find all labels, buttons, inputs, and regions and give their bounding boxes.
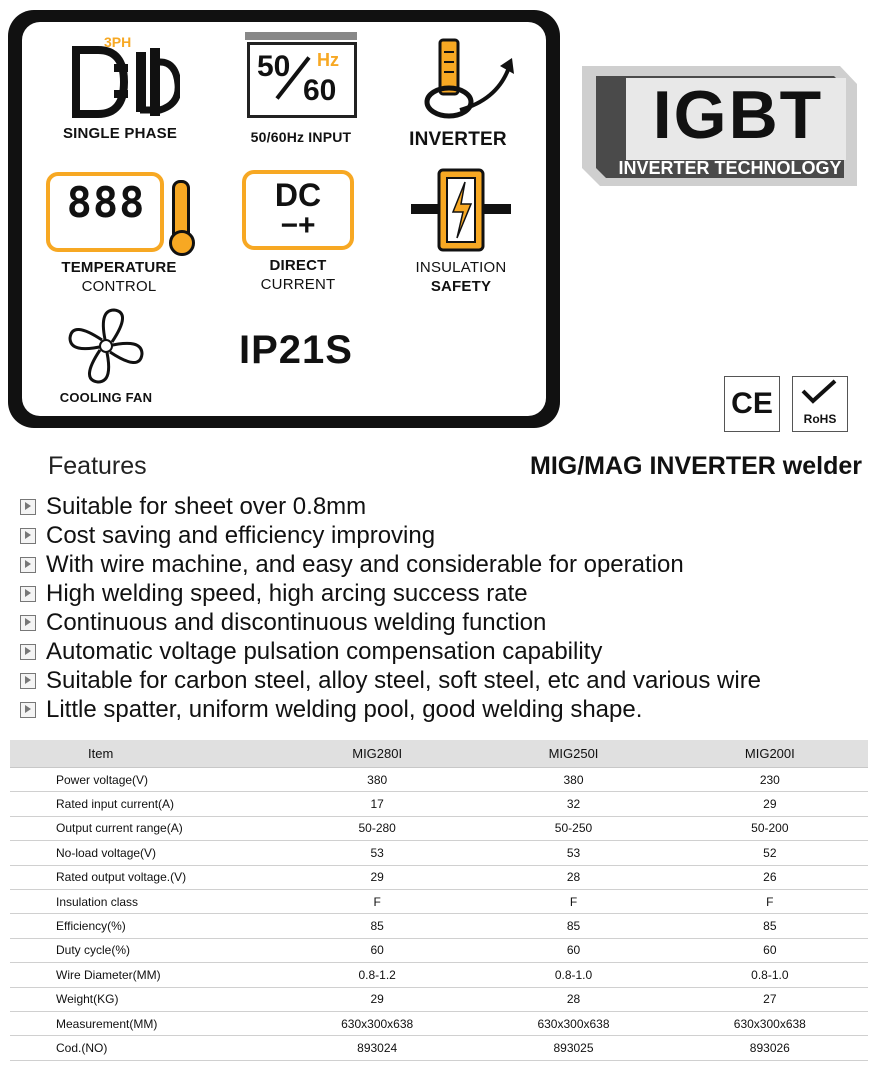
table-cell-value: 630x300x638 [672,1011,868,1035]
features-title: Features [48,452,147,480]
table-cell-value: 85 [475,914,671,938]
inverter-label: INVERTER [409,129,507,150]
table-cell-value: 29 [672,792,868,816]
bullet-icon [20,702,36,718]
temperature-label-2: CONTROL [81,278,157,295]
table-cell-value: 60 [475,938,671,962]
table-cell-label: No-load voltage(V) [10,841,279,865]
input-value-bottom: 60 [303,74,337,107]
bullet-icon [20,499,36,515]
table-cell-value: 60 [672,938,868,962]
dc-icon [242,170,354,250]
badge-input [238,32,364,147]
table-cell-label: Measurement(MM) [10,1011,279,1035]
bullet-icon [20,557,36,573]
table-row [10,865,868,889]
feature-item: Continuous and discontinuous welding function [20,608,761,637]
badge-insulation [402,168,520,296]
igbt-subtitle: INVERTER TECHNOLOGY [618,158,842,178]
spec-table-body [10,768,868,1061]
table-cell-value: 893025 [475,1036,671,1060]
plug-icon [60,42,180,122]
table-row [10,768,868,792]
header-model: MIG280I [279,740,475,768]
insulation-icon [411,168,511,252]
table-row [10,1036,868,1060]
table-cell-label: Weight(KG) [10,987,279,1011]
igbt-title: IGBT [652,77,824,153]
dc-symbols: −+ [280,209,316,242]
bullet-icon [20,586,36,602]
table-cell-value: 50-250 [475,816,671,840]
three-phase-label: 3PH [104,34,132,50]
dc-label-1: DIRECT [269,257,327,274]
feature-item: With wire machine, and easy and considerable for operation [20,550,761,579]
feature-item: Suitable for sheet over 0.8mm [20,492,761,521]
table-cell-value: 893024 [279,1036,475,1060]
table-cell-value: 630x300x638 [475,1011,671,1035]
header-model: MIG200I [672,740,868,768]
badge-cooling-fan [50,306,162,407]
rohs-check-icon [793,377,847,407]
table-cell-value: 53 [475,841,671,865]
dc-label-2: CURRENT [260,276,336,293]
table-cell-value: 60 [279,938,475,962]
badge-direct-current [238,170,358,294]
cooling-fan-label: COOLING FAN [59,390,153,405]
table-cell-value: 50-200 [672,816,868,840]
feature-item: Cost saving and efficiency improving [20,521,761,550]
input-label: 50/60Hz INPUT [250,129,352,145]
table-cell-label: Insulation class [10,889,279,913]
table-cell-value: 32 [475,792,671,816]
table-cell-label: Duty cycle(%) [10,938,279,962]
single-phase-label: SINGLE PHASE [62,125,178,142]
table-cell-value: F [475,889,671,913]
product-title: MIG/MAG INVERTER welder [530,452,862,480]
table-row [10,987,868,1011]
table-cell-value: F [672,889,868,913]
input-hz: Hz [317,50,339,70]
table-row [10,963,868,987]
table-cell-value: 50-280 [279,816,475,840]
table-cell-label: Rated input current(A) [10,792,279,816]
feature-item: Little spatter, uniform welding pool, good welding shape. [20,695,761,724]
table-cell-value: 28 [475,987,671,1011]
table-row [10,889,868,913]
table-cell-value: 0.8-1.0 [672,963,868,987]
table-cell-value: 53 [279,841,475,865]
table-row [10,816,868,840]
table-cell-label: Efficiency(%) [10,914,279,938]
table-header-row [10,740,868,768]
spec-table [10,740,868,1061]
bullet-icon [20,615,36,631]
table-cell-value: 27 [672,987,868,1011]
input-value-top: 50 [257,50,291,83]
ce-mark [724,376,780,432]
feature-item: Automatic voltage pulsation compensation capability [20,637,761,666]
table-cell-value: 230 [672,768,868,792]
feature-item: High welding speed, high arcing success rate [20,579,761,608]
table-cell-value: 26 [672,865,868,889]
temperature-icon [44,172,194,252]
table-cell-value: 52 [672,841,868,865]
header-item: Item [10,740,279,768]
table-cell-value: 85 [672,914,868,938]
bullet-icon [20,528,36,544]
table-cell-value: 893026 [672,1036,868,1060]
table-cell-value: 29 [279,865,475,889]
rohs-mark [792,376,848,432]
ip-rating: IP21S [239,328,353,372]
table-row [10,792,868,816]
table-cell-value: F [279,889,475,913]
table-cell-label: Output current range(A) [10,816,279,840]
bullet-icon [20,673,36,689]
table-cell-label: Power voltage(V) [10,768,279,792]
dc-glyph: DC [274,177,322,213]
table-cell-value: 28 [475,865,671,889]
table-row [10,938,868,962]
table-cell-value: 630x300x638 [279,1011,475,1035]
header-model: MIG250I [475,740,671,768]
badge-temperature [44,172,194,296]
table-row [10,841,868,865]
table-cell-label: Cod.(NO) [10,1036,279,1060]
features-list [20,492,761,724]
temperature-label-1: TEMPERATURE [61,259,177,276]
insulation-label-2: SAFETY [430,278,492,295]
bullet-icon [20,644,36,660]
table-cell-value: 380 [279,768,475,792]
badge-inverter [392,36,524,149]
inverter-icon [398,36,518,124]
rohs-label: RoHS [803,412,837,426]
table-row [10,1011,868,1035]
input-icon [245,32,357,118]
fan-icon [61,306,151,386]
badge-single-phase [50,34,190,143]
ce-label: CE [731,387,773,420]
table-cell-value: 17 [279,792,475,816]
table-cell-value: 0.8-1.0 [475,963,671,987]
table-cell-value: 85 [279,914,475,938]
temperature-display: 888 [66,178,146,227]
table-row [10,914,868,938]
table-cell-label: Rated output voltage.(V) [10,865,279,889]
insulation-label-1: INSULATION [415,259,507,276]
table-cell-value: 0.8-1.2 [279,963,475,987]
table-cell-value: 29 [279,987,475,1011]
table-cell-value: 380 [475,768,671,792]
table-cell-label: Wire Diameter(MM) [10,963,279,987]
feature-item: Suitable for carbon steel, alloy steel, soft steel, etc and various wire [20,666,761,695]
